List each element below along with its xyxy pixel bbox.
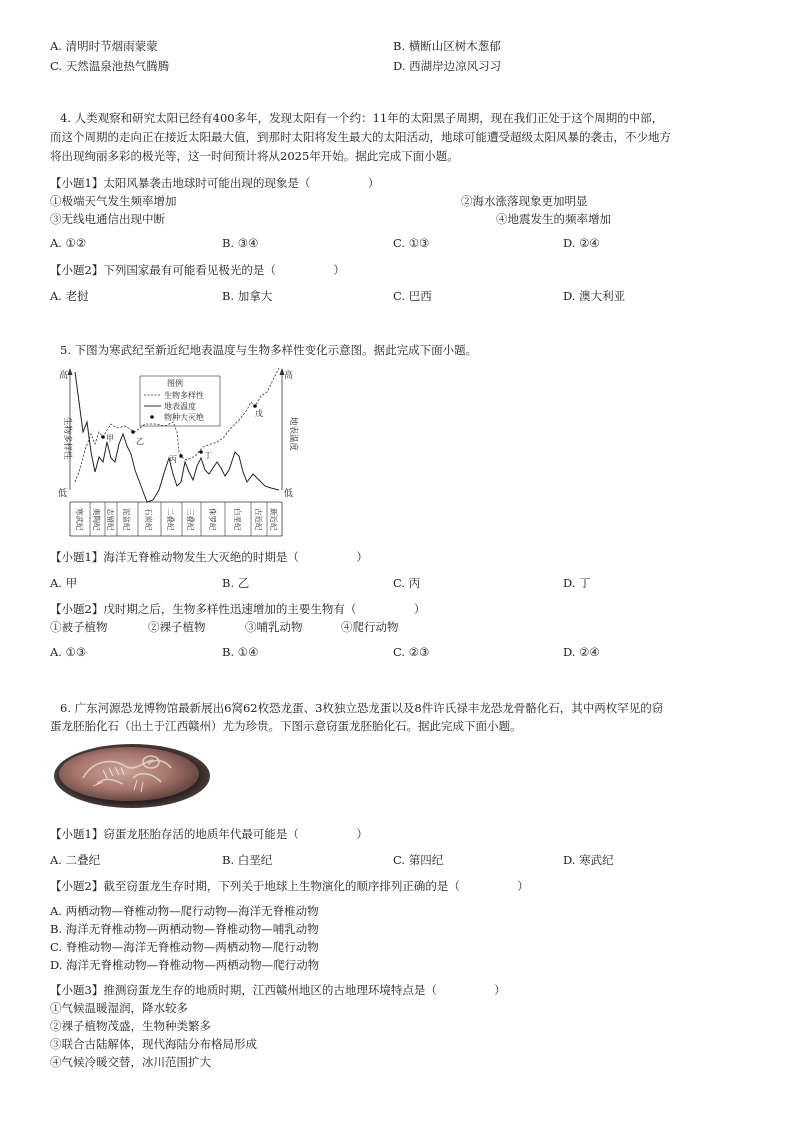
q4-stem-line1: 4. 人类观察和研究太阳已经有400多年，发现太阳有一个约：11年的太阳黑子周期，现在我们正处于这个周期的中部， <box>60 111 664 125</box>
q6-sub3-prompt: 【小题3】推测窃蛋龙生存的地质时期，江西赣州地区的古地理环境特点是（ ） <box>50 983 506 997</box>
period-11: 新近纪 <box>269 508 278 531</box>
q6-sub1-option-c: C. 第四纪 <box>393 853 444 867</box>
extinction-ding: 丁 <box>204 451 212 460</box>
q6-sub2-option-d: D. 海洋无脊椎动物—脊椎动物—两栖动物—爬行动物 <box>50 958 320 972</box>
period-8: 侏罗纪 <box>208 508 217 531</box>
q5-sub2-option-d: D. ②④ <box>563 645 600 659</box>
q4-sub1-prompt: 【小题1】太阳风暴袭击地球时可能出现的现象是（ ） <box>50 176 380 190</box>
q3-option-a: A. 清明时节烟雨蒙蒙 <box>50 39 158 53</box>
q4-sub1-item-3: ③无线电通信出现中断 <box>50 212 165 226</box>
q6-sub1-option-b: B. 白垩纪 <box>222 853 273 867</box>
q5-sub1-option-c: C. 丙 <box>393 576 421 590</box>
q4-stem-line3: 将出现绚丽多彩的极光等，这一时间预计将从2025年开始。据此完成下面小题。 <box>50 149 459 163</box>
q4-sub1-option-b: B. ③④ <box>222 236 259 250</box>
right-axis-label: 地表温度 <box>288 417 298 452</box>
q5-sub2-prompt: 【小题2】戊时期之后，生物多样性迅速增加的主要生物有（ ） <box>50 602 426 616</box>
period-7: 三叠纪 <box>186 508 195 531</box>
q4-sub1-option-c: C. ①③ <box>393 236 430 250</box>
q6-sub3-item-3: ③联合古陆解体，现代海陆分布格局形成 <box>50 1037 257 1051</box>
left-axis-label: 生物多样性 <box>62 417 72 460</box>
q5-sub2-item-3: ③哺乳动物 <box>245 620 303 634</box>
q6-sub1-option-d: D. 寒武纪 <box>563 853 614 867</box>
q6-sub1-prompt: 【小题1】窃蛋龙胚胎存活的地质年代最可能是（ ） <box>50 827 368 841</box>
q5-sub2-option-b: B. ①④ <box>222 645 259 659</box>
q5-sub1-option-d: D. 丁 <box>563 576 591 590</box>
chart-legend <box>140 376 220 426</box>
q5-sub2-option-a: A. ①③ <box>50 645 87 659</box>
extinction-jia: 甲 <box>106 434 114 443</box>
extinction-bing: 丙 <box>169 455 177 464</box>
q5-figure <box>55 362 300 537</box>
q5-sub2-option-c: C. ②③ <box>393 645 430 659</box>
q4-sub2-option-c: C. 巴西 <box>393 289 432 303</box>
q5-sub1-option-b: B. 乙 <box>222 576 250 590</box>
q4-stem-line2: 而这个周期的走向正在接近太阳最大值，到那时太阳将发生最大的太阳活动，地球可能遭受超级太阳风暴的袭击，不少地方 <box>50 130 671 144</box>
right-low-label: 低 <box>284 489 294 499</box>
right-high-label: 高 <box>284 371 294 381</box>
q5-sub2-item-4: ④爬行动物 <box>341 620 399 634</box>
dinosaur-embryo-fossil-image <box>53 740 211 810</box>
q3-option-b: B. 横断山区树木葱郁 <box>393 39 501 53</box>
q6-stem-line2: 蛋龙胚胎化石（出土于江西赣州）尤为珍贵。下图示意窃蛋龙胚胎化石。据此完成下面小题。 <box>50 719 522 733</box>
legend-extinction: 物种大灭绝 <box>164 413 204 422</box>
q6-sub3-item-4: ④气候冷暖交替，冰川范围扩大 <box>50 1055 211 1069</box>
q6-sub2-option-b: B. 海洋无脊椎动物—两栖动物—脊椎动物—哺乳动物 <box>50 922 319 936</box>
period-6: 二叠纪 <box>166 508 175 531</box>
period-5: 石炭纪 <box>144 508 153 531</box>
period-9: 白垩纪 <box>233 508 242 531</box>
q4-sub1-option-d: D. ②④ <box>563 236 600 250</box>
q6-stem-line1: 6. 广东河源恐龙博物馆最新展出6窝62枚恐龙蛋、3枚独立恐龙蛋以及8件许氏禄丰龙恐龙骨骼化石，其中两枚罕见的窃 <box>60 701 664 715</box>
left-low-label: 低 <box>58 489 68 499</box>
period-1: 寒武纪 <box>75 508 84 531</box>
q6-sub3-item-1: ①气候温暖湿润，降水较多 <box>50 1001 188 1015</box>
q4-sub1-item-2: ②海水涨落现象更加明显 <box>461 194 588 208</box>
q4-sub2-option-b: B. 加拿大 <box>222 289 273 303</box>
q5-sub2-item-2: ②裸子植物 <box>148 620 206 634</box>
q5-sub1-prompt: 【小题1】海洋无脊椎动物发生大灭绝的时期是（ ） <box>50 550 368 564</box>
q4-sub1-item-4: ④地震发生的频率增加 <box>496 212 611 226</box>
legend-title: 图例 <box>167 379 183 388</box>
q6-sub1-option-a: A. 二叠纪 <box>50 853 101 867</box>
extinction-wu: 戊 <box>255 409 263 418</box>
q3-option-c: C. 天然温泉池热气腾腾 <box>50 59 170 73</box>
period-3: 志留纪 <box>106 508 115 531</box>
q5-sub1-option-a: A. 甲 <box>50 576 78 590</box>
period-10: 古近纪 <box>254 508 263 531</box>
period-2: 奥陶纪 <box>92 508 101 531</box>
q4-sub2-option-a: A. 老挝 <box>50 289 89 303</box>
q6-sub2-option-c: C. 脊椎动物—海洋无脊椎动物—两栖动物—爬行动物 <box>50 940 319 954</box>
q5-stem: 5. 下图为寒武纪至新近纪地表温度与生物多样性变化示意图。据此完成下面小题。 <box>60 343 478 357</box>
extinction-yi: 乙 <box>136 437 144 446</box>
q4-sub1-option-a: A. ①② <box>50 236 87 250</box>
period-4: 泥盆纪 <box>122 508 131 531</box>
q6-sub3-item-2: ②裸子植物茂盛，生物种类繁多 <box>50 1019 211 1033</box>
legend-biodiversity: 生物多样性 <box>164 391 204 400</box>
q4-sub2-option-d: D. 澳大利亚 <box>563 289 626 303</box>
q3-option-d: D. 西湖岸边凉风习习 <box>393 59 502 73</box>
q5-sub2-item-1: ①被子植物 <box>50 620 108 634</box>
q4-sub1-item-1: ①极端天气发生频率增加 <box>50 194 177 208</box>
q6-sub2-prompt: 【小题2】截至窃蛋龙生存时期，下列关于地球上生物演化的顺序排列正确的是（ ） <box>50 879 529 893</box>
legend-temperature: 地表温度 <box>164 402 196 411</box>
left-high-label: 高 <box>59 371 69 381</box>
q6-sub2-option-a: A. 两栖动物—脊椎动物—爬行动物—海洋无脊椎动物 <box>50 904 319 918</box>
q4-sub2-prompt: 【小题2】下列国家最有可能看见极光的是（ ） <box>50 263 345 277</box>
